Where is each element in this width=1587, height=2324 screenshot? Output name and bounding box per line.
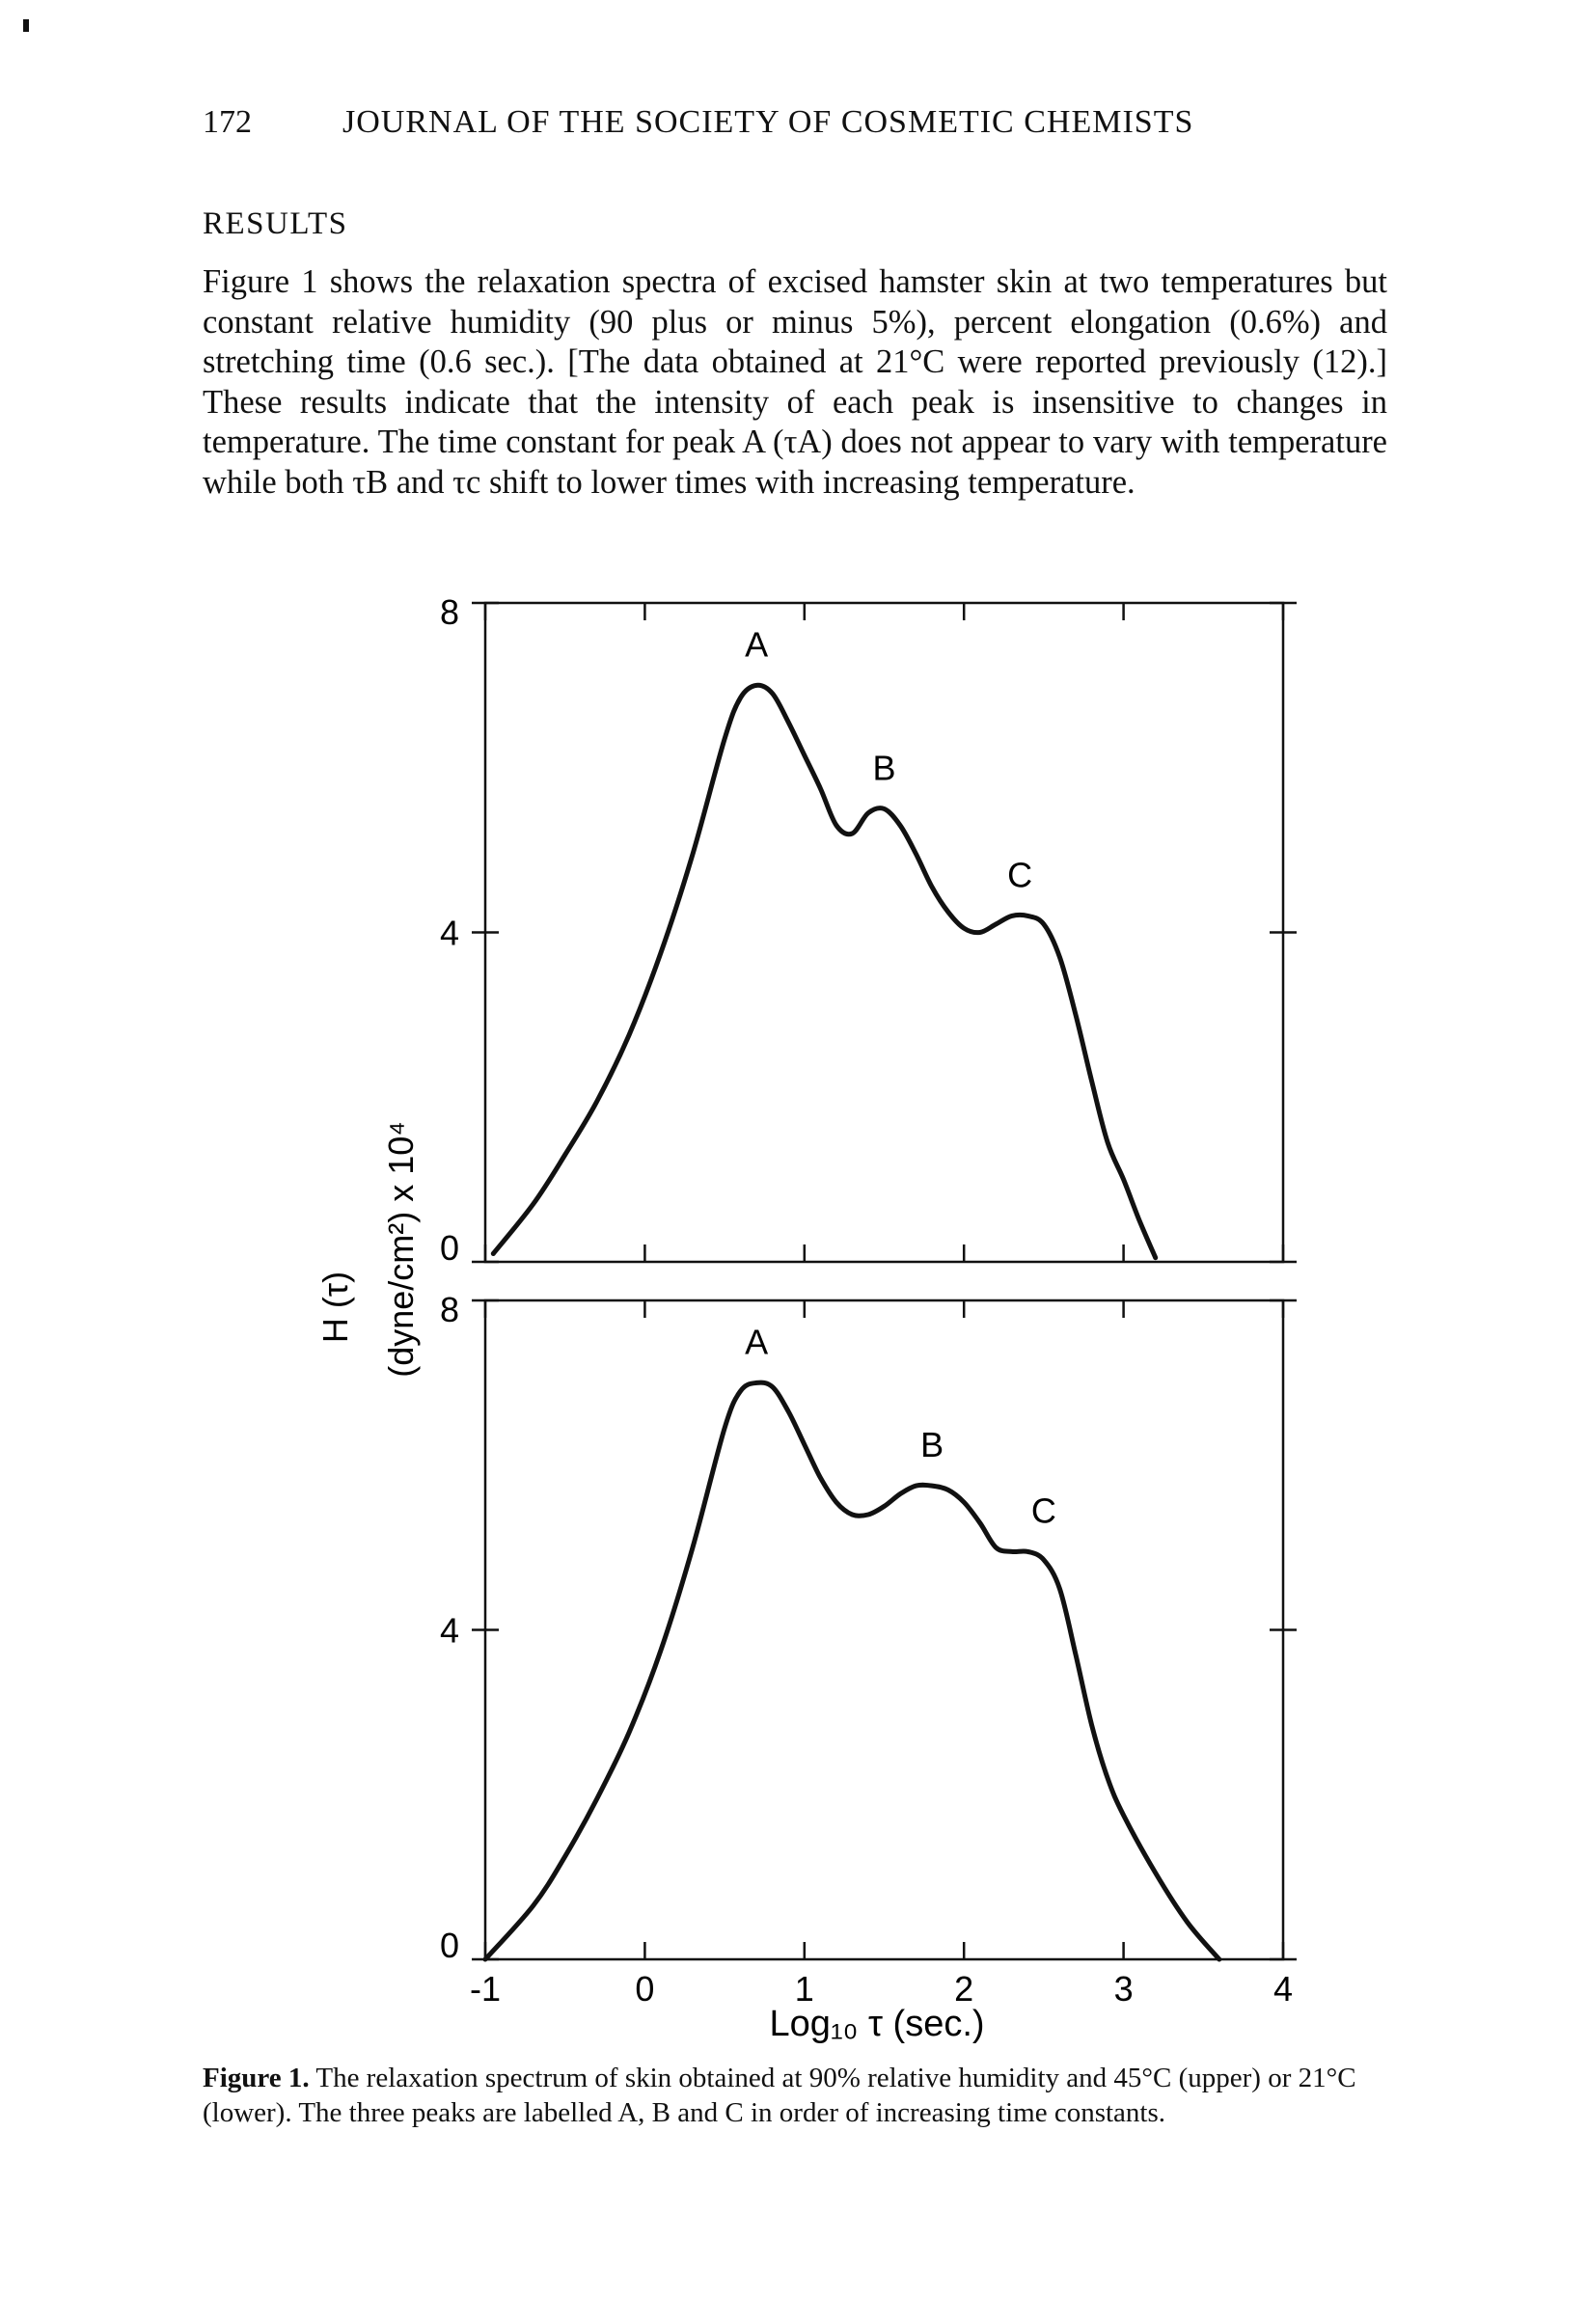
upper-spectrum-line <box>493 685 1155 1257</box>
upper-y-tick-label: 8 <box>439 592 459 632</box>
lower-spectrum-line <box>485 1382 1219 1959</box>
upper-y-tick-label: 4 <box>439 913 459 953</box>
lower-x-tick-label: 2 <box>954 1969 974 2009</box>
section-heading: RESULTS <box>203 206 348 241</box>
upper-peak-label-c: C <box>1007 855 1033 895</box>
journal-title: JOURNAL OF THE SOCIETY OF COSMETIC CHEMISTS <box>342 104 1194 140</box>
upper-peak-label-b: B <box>872 748 896 788</box>
page-number: 172 <box>203 104 252 140</box>
figure-caption <box>203 2061 1389 2130</box>
lower-y-tick-label: 8 <box>439 1290 459 1329</box>
lower-peak-label-b: B <box>920 1425 944 1465</box>
caption-text: The relaxation spectrum of skin obtained at 90% relative humidity and 45°C (upper) or 21°C (lower). The three peaks are labelled A, B and C in order of increasing time constants. <box>203 2063 1356 2128</box>
lower-plot <box>440 1290 1297 2009</box>
upper-plot-frame <box>485 603 1283 1262</box>
lower-y-tick-label: 4 <box>439 1610 459 1651</box>
lower-peak-label-c: C <box>1030 1490 1056 1531</box>
lower-x-tick-label: 3 <box>1113 1969 1134 2009</box>
lower-x-tick-label: -1 <box>469 1969 502 2009</box>
results-paragraph: Figure 1 shows the relaxation spectra of excised hamster skin at two temperatures but constant relative humidity (90 plus or minus 5%), percent elongation (0.6%) and stretching time (0.6 sec.). [The data obtained at 21°C were reported previously (12).] These results indicate that the intensity of each peak is insensitive to changes in temperature. The time constant for peak A (τA) does not appear to vary with temperature while both τB and τc shift to lower times with increasing temperature. <box>203 263 1387 501</box>
upper-plot <box>440 592 1297 1268</box>
caption-label: Figure 1. <box>203 2063 310 2093</box>
lower-x-tick-label: 4 <box>1272 1969 1294 2009</box>
lower-y-tick-label: 0 <box>439 1926 459 1965</box>
lower-peak-label-a: A <box>745 1322 769 1362</box>
y-axis-label-line2: (dyne/cm²) x 10⁴ <box>381 1121 421 1378</box>
lower-plot-frame <box>485 1300 1283 1959</box>
upper-y-tick-label: 0 <box>439 1228 459 1268</box>
body-text <box>203 262 1387 503</box>
lower-x-tick-label: 1 <box>794 1969 814 2009</box>
x-axis-label: Log₁₀ τ (sec.) <box>769 2004 985 2044</box>
corner-mark <box>23 19 29 32</box>
upper-peak-label-a: A <box>745 624 769 665</box>
y-axis-label-line1: H (τ) <box>315 1271 355 1344</box>
lower-x-tick-label: 0 <box>635 1969 655 2009</box>
